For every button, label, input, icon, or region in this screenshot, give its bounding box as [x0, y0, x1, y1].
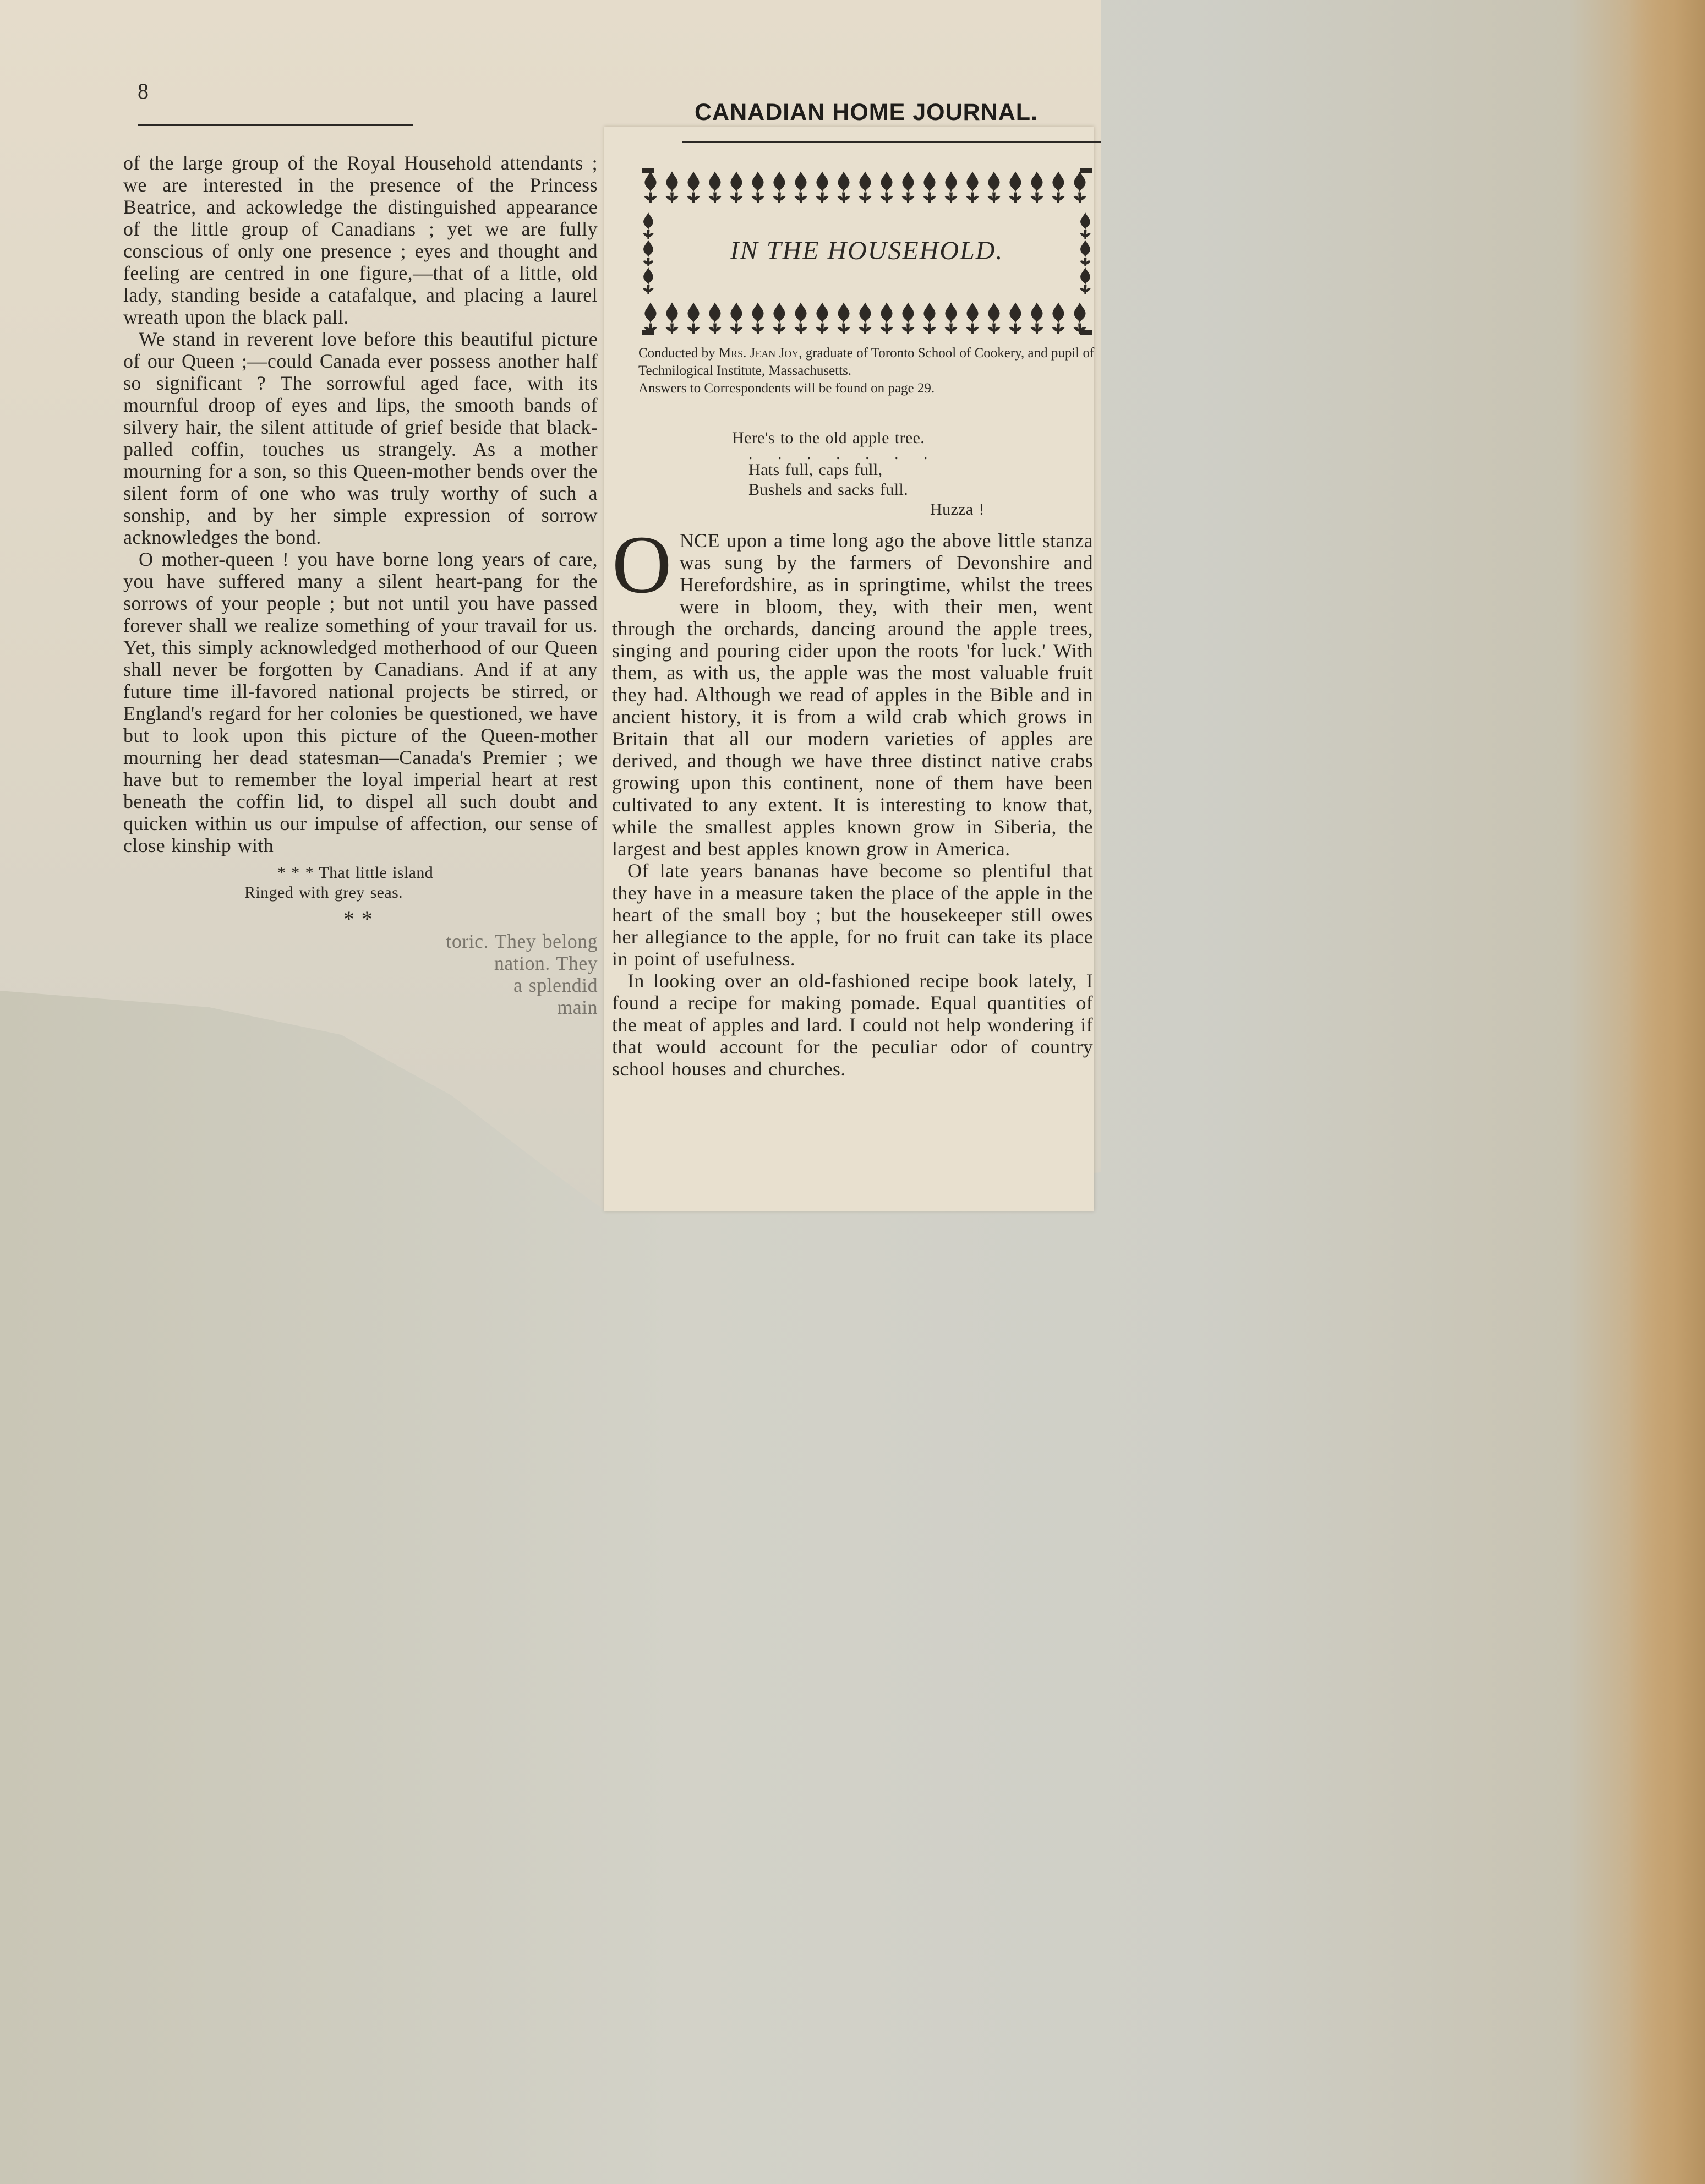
- fleuron-ornament: [643, 267, 653, 294]
- fleuron-ornament: [709, 303, 722, 334]
- fleuron-ornament: [730, 172, 743, 203]
- header-rule-right: [682, 141, 1101, 143]
- conducted-by-note: [638, 345, 1095, 397]
- fleuron-ornament: [1009, 172, 1022, 203]
- household-banner: [638, 165, 1095, 340]
- fleuron-ornament: [859, 303, 872, 334]
- torn-line: main: [557, 996, 598, 1018]
- conductor-name: Mrs. Jean Joy,: [718, 346, 802, 361]
- fleuron-ornament: [838, 303, 850, 334]
- fleuron-ornament: [643, 212, 653, 239]
- fleuron-ornament: [816, 172, 829, 203]
- fleuron-ornament: [752, 172, 764, 203]
- verse-line: Here's to the old apple tree.: [732, 429, 925, 447]
- fleuron-ornament: [666, 303, 679, 334]
- fleuron-ornament: [923, 172, 936, 203]
- conductor-credentials: graduate of Toronto School of Cookery, and pupil of Technilogical Institute, Massachusetts.: [638, 346, 1095, 378]
- fleuron-ornament: [709, 172, 722, 203]
- fleuron-ornament: [795, 172, 807, 203]
- fleuron-ornament: [945, 172, 958, 203]
- journal-masthead: CANADIAN HOME JOURNAL.: [695, 99, 1038, 125]
- fleuron-ornament: [773, 172, 786, 203]
- verse-line: * * * That little island: [277, 864, 434, 882]
- drop-cap: O: [612, 519, 672, 610]
- fleuron-ornament: [988, 172, 1001, 203]
- fleuron-ornament: [752, 303, 764, 334]
- fleuron-ornament: [1074, 172, 1086, 203]
- fleuron-ornament: [923, 303, 936, 334]
- fleuron-ornament: [945, 303, 958, 334]
- fleuron-ornament: [902, 172, 915, 203]
- border-corner: [642, 330, 654, 335]
- fleuron-ornament: [1080, 212, 1090, 239]
- article-paragraph: In looking over an old-fashioned recipe book lately, I found a recipe for making pomade. Equal quantities of the meat of apples and lard. I could not help wondering if that would account for the peculiar odor of country school houses and churches.: [612, 970, 1093, 1080]
- torn-line: a splendid: [513, 974, 598, 996]
- border-corner: [642, 168, 654, 173]
- fleuron-ornament: [1074, 303, 1086, 334]
- fleuron-ornament: [1052, 303, 1065, 334]
- border-corner: [1080, 168, 1092, 173]
- fleuron-ornament: [881, 172, 893, 203]
- left-column: [123, 152, 598, 1018]
- fleuron-ornament: [1009, 303, 1022, 334]
- fleuron-ornament: [988, 303, 1001, 334]
- fleuron-ornament: [644, 172, 657, 203]
- article-paragraph: NCE upon a time long ago the above little stanza was sung by the farmers of Devonshire and Herefordshire, as in springtime, whilst the trees were in bloom, they, with their men, went through the orchards, dancing around the apple trees, singing and pouring cider upon the roots 'for luck.' With them, as with us, the apple was the most valuable fruit they had. Although we read of apples in the Bible and in ancient history, it is from a wild crab which grows in Britain that all our modern varieties of apples are derived, and though we have three distinct native crabs growing upon this continent, none of them have been cultivated to any extent. It is interesting to know that, while the smallest apples known grow in Siberia, the largest and best apples known grow in America.: [612, 529, 1093, 860]
- fleuron-ornament: [816, 303, 829, 334]
- household-title: IN THE HOUSEHOLD.: [730, 236, 1004, 265]
- answers-note: Answers to Correspondents will be found on page 29.: [638, 381, 935, 396]
- fleuron-ornament: [966, 303, 979, 334]
- border-corner: [1080, 330, 1092, 335]
- torn-line: nation. They: [494, 952, 598, 974]
- bleed-through-text: [1128, 165, 1624, 1486]
- verse-ellipsis: . . . . . . .: [748, 445, 938, 463]
- household-article: [612, 519, 1093, 1080]
- article-paragraph: Of late years bananas have become so plentiful that they have in a measure taken the place of the apple in the heart of the small boy ; but the housekeeper still owes her allegiance to the apple, for no fruit can take its place in point of usefulness.: [612, 860, 1093, 970]
- verse-line: Bushels and sacks full.: [748, 481, 909, 499]
- fleuron-ornament: [902, 303, 915, 334]
- left-paragraph: of the large group of the Royal Household attendants ; we are interested in the presence of the Princess Beatrice, and ackowledge the distinguished appearance of the little group of Canadians ; yet we are fully conscious of only one presence ; eyes and thought and feeling are centred in one figure,—that of a little, old lady, standing beside a catafalque, and placing a laurel wreath upon the black pall.: [123, 152, 598, 328]
- left-paragraph: O mother-queen ! you have borne long years of care, you have suffered many a silent heart-pang for the sorrows of your people ; but not until you have passed forever shall we realize something of your travail for us. Yet, this simply acknowledged motherhood of our Queen shall never be forgotten by Canadians. And if at any future time ill-favored national projects be stirred, or England's regard for her colonies be questioned, we have but to look upon this picture of the Queen-mother mourning her dead statesman—Canada's Premier ; we have but to remember the loyal imperial heart at rest beneath the coffin lid, to dispel all such doubt and quicken within us our impulse of affection, our sense of close kinship with: [123, 548, 598, 856]
- fleuron-ornament: [881, 303, 893, 334]
- fleuron-ornament: [859, 172, 872, 203]
- fleuron-ornament: [730, 303, 743, 334]
- fleuron-ornament: [1031, 303, 1043, 334]
- page-edge-stain: [1628, 0, 1705, 2184]
- conducted-prefix: Conducted by: [638, 346, 715, 361]
- apple-tree-verse: [682, 428, 1068, 520]
- section-stars: * *: [343, 907, 373, 931]
- fleuron-ornament: [773, 303, 786, 334]
- verse-line: Ringed with grey seas.: [244, 883, 403, 902]
- verse-line: Hats full, caps full,: [748, 461, 883, 479]
- fleuron-ornament: [687, 303, 700, 334]
- fleuron-ornament: [644, 303, 657, 334]
- fleuron-ornament: [1080, 267, 1090, 294]
- left-paragraph: We stand in reverent love before this beautiful picture of our Queen ;—could Canada ever possess another half so significant ? The sorrowful aged face, with its mournful droop of eyes and lips, the smooth bands of silvery hair, the silent attitude of grief beside that black-palled coffin, touches us strangely. As a mother mourning for a son, so this Queen-mother bends over the silent form of one who was truly worthy of such a sonship, and by her simple expression of sorrow acknowledges the bond.: [123, 328, 598, 548]
- fleuron-ornament: [687, 172, 700, 203]
- fleuron-ornament: [838, 172, 850, 203]
- fleuron-ornament: [1031, 172, 1043, 203]
- header-rule-left: [138, 124, 413, 126]
- fleuron-ornament: [795, 303, 807, 334]
- fleuron-ornament: [966, 172, 979, 203]
- fleuron-ornament: [666, 172, 679, 203]
- fleuron-ornament: [1052, 172, 1065, 203]
- page-number: 8: [138, 79, 149, 103]
- verse-line: Huzza !: [930, 500, 985, 518]
- torn-line: toric. They belong: [446, 930, 598, 952]
